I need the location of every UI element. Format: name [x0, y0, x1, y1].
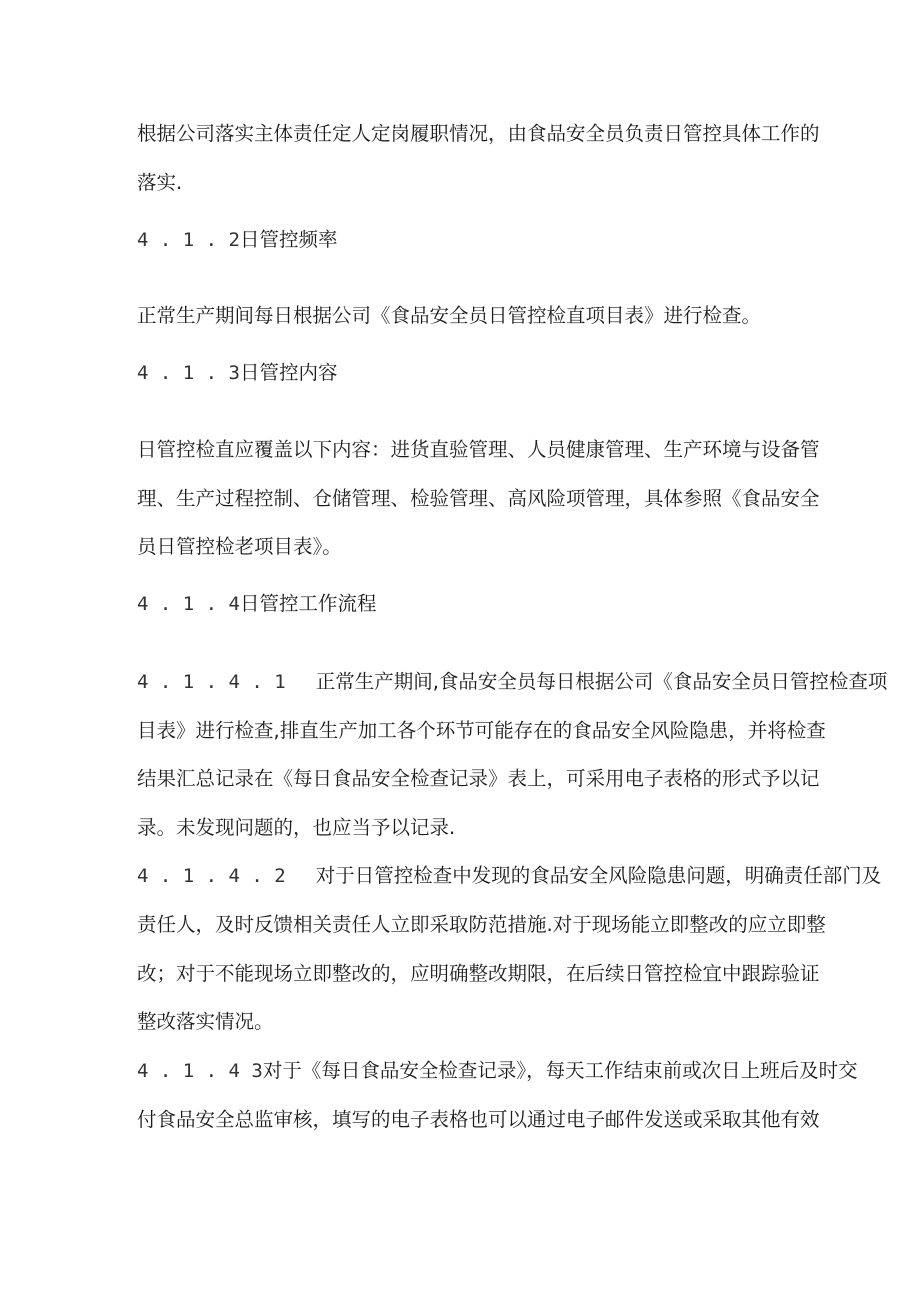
section-heading-4-1-2 [137, 226, 337, 254]
section-title: 日管控内容 [239, 361, 338, 384]
item-text: 正常生产期间,食品安全员每日根据公司《食品安全员日管控检查项 [315, 670, 888, 693]
section-title: 日管控工作流程 [239, 592, 377, 615]
section-number: 4 . 1 . 2 [137, 229, 240, 251]
paragraph-1-line-2: 落实. [137, 171, 183, 194]
item-text: 对于日管控检查中发现的食品安全风险隐患问题，明确责任部门及 [315, 864, 882, 887]
item-4-1-4-2-line-3: 改；对于不能现场立即整改的，应明确整改期限，在后续日管控检宜中跟踪验证 [137, 962, 820, 985]
item-number: 4 . 1 . 4 . 2 [137, 865, 286, 887]
section-title: 日管控频率 [239, 228, 338, 251]
item-4-1-4-1-line-2: 目表》进行检查,排直生产加工各个环节可能存在的食品安全风险隐患，并将检查 [137, 719, 826, 742]
item-4-1-4-1-line-4: 录。未发现问题的，也应当予以记录. [137, 816, 456, 839]
item-4-1-4-1-line-3: 结果汇总记录在《每日食品安全检查记录》表上，可采用电子表格的形式予以记 [137, 767, 820, 790]
paragraph-3-line-3: 员日管控检老项目表》。 [137, 535, 342, 558]
item-4-1-4-1-line-1 [137, 668, 887, 696]
section-number: 4 . 1 . 3 [137, 362, 240, 384]
item-number: 4 . 1 . 4 . 1 [137, 671, 286, 693]
paragraph-3-line-2: 理、生产过程控制、仓储管理、检验管理、高风险项管理，具体参照《食品安全 [137, 487, 820, 510]
paragraph-2-line-1: 正常生产期间每日根据公司《食品安全员日管控检直项目表》进行检查。 [137, 304, 762, 327]
paragraph-3-line-1: 日管控检直应覆盖以下内容：进货直验管理、人员健康管理、生产环境与设备管 [137, 438, 820, 461]
item-number: 4 . 1 . 4 3 [137, 1060, 263, 1082]
item-4-1-4-2-line-2: 责任人，及时反馈相关责任人立即采取防范措施.对于现场能立即整改的应立即整 [137, 913, 826, 936]
section-heading-4-1-3 [137, 359, 337, 387]
item-4-1-4-3-line-2: 付食品安全总监审核，填写的电子表格也可以通过电子邮件发送或采取其他有效 [137, 1108, 820, 1131]
item-4-1-4-2-line-1 [137, 862, 881, 890]
item-4-1-4-3-line-1 [137, 1057, 858, 1085]
paragraph-1-line-1: 根据公司落实主体责任定人定岗履职情况，由食品安全员负责日管控具体工作的 [137, 122, 820, 145]
section-heading-4-1-4 [137, 590, 376, 618]
item-text: 对于《每日食品安全检查记录》，每天工作结束前或次日上班后及时交 [262, 1059, 858, 1082]
section-number: 4 . 1 . 4 [137, 593, 240, 615]
item-4-1-4-2-line-4: 整改落实情况。 [137, 1010, 274, 1033]
